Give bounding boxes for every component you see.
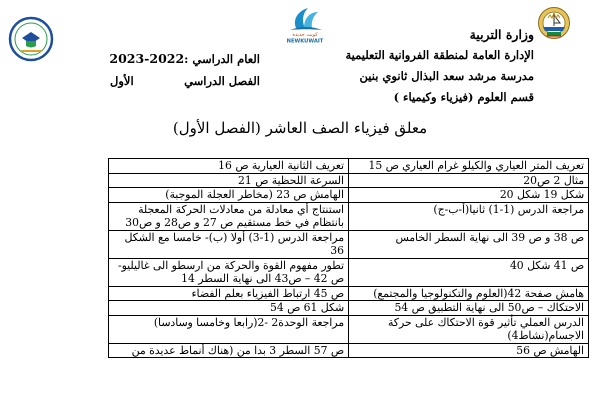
svg-text:كويت جديدة: كويت جديدة [292,32,318,38]
table-row [109,230,589,258]
table-row [109,258,589,286]
table-cell-left: السرعة اللحظية ص 21 [109,173,349,188]
table-cell-right: هامش صفحة 42(العلوم والتكنولوجيا والمجتمع) [349,286,589,301]
academic-info [110,48,260,92]
table-cell-right: الدرس العملي تأثير قوة الاحتكاك على حركة الاجسام(نشاط4) [349,315,589,343]
table-row [109,202,589,230]
school-logo-icon [8,16,54,62]
kuwait-emblem-icon [537,6,571,40]
table-cell-left: استنتاج أي معادلة من معادلات الحركة المعجلة بانتظام في خط مستقيم ص 27 و ص28 و ص30 [109,202,349,230]
semester-value: الأول [110,74,134,88]
year-value: 2023-2022 [109,51,185,66]
svg-text:NEWKUWAIT: NEWKUWAIT [286,38,324,44]
table-cell-left: تعريف الثانية العيارية ص 16 [109,159,349,174]
year-label: العام الدراسي : [184,52,260,66]
table-cell-right: تعريف المتر العياري والكيلو غرام العياري ص 15 [349,159,589,174]
table-cell-right: مراجعة الدرس (1-1) ثانيا(أ-ب-ج) [349,202,589,230]
directorate-name: الإدارة العامة لمنطقة الفروانية التعليمية [345,48,534,62]
table-cell-left: شكل 61 ص 54 [109,301,349,316]
table-cell-right: الهامش ص 56 [349,343,589,358]
table-cell-right: ص 41 شكل 40 [349,258,589,286]
table-row [109,188,589,203]
table-cell-left: تطور مفهوم القوة والحركة من ارسطو الى غاليليو- ص 42 – ص43 الى نهاية السطر 14 [109,258,349,286]
table-cell-right: مثال 2 ص20 [349,173,589,188]
page-title: معلق فيزياء الصف العاشر (الفصل الأول) [172,119,428,137]
table-cell-left: الهامش ص 23 (مخاطر العجلة الموجبة) [109,188,349,203]
ministry-name: وزارة التربية [469,27,534,42]
table-cell-left: مراجعة الدرس (1-3) أولا (ب)- خامسا مع الشكل 36 [109,230,349,258]
table-cell-right: ص 38 و ص 39 الى نهاية السطر الخامس [349,230,589,258]
table-cell-left: ص 57 السطر 3 بدا من (هناك أنماط عديدة من [109,343,349,358]
table-cell-right: شكل 19 شكل 20 [349,188,589,203]
table-row [109,173,589,188]
table-cell-left: ص 45 ارتباط الفيزياء بعلم الفضاء [109,286,349,301]
semester-label: الفصل الدراسي [184,74,260,88]
table-row [109,286,589,301]
department-name: قسم العلوم (فيزياء وكيمياء ) [393,90,534,104]
table-row [109,159,589,174]
table-row [109,301,589,316]
table-cell-right: الاحتكاك – ص50 الى نهاية التطبيق ص 54 [349,301,589,316]
topics-table [108,158,589,358]
table-row [109,343,589,358]
school-name: مدرسة مرشد سعد البذال ثانوي بنين [359,69,534,83]
table-cell-left: مراجعة الوحدة2 -2(رابعا وخامسا وسادسا) [109,315,349,343]
table-row [109,315,589,343]
school-header [294,24,534,108]
